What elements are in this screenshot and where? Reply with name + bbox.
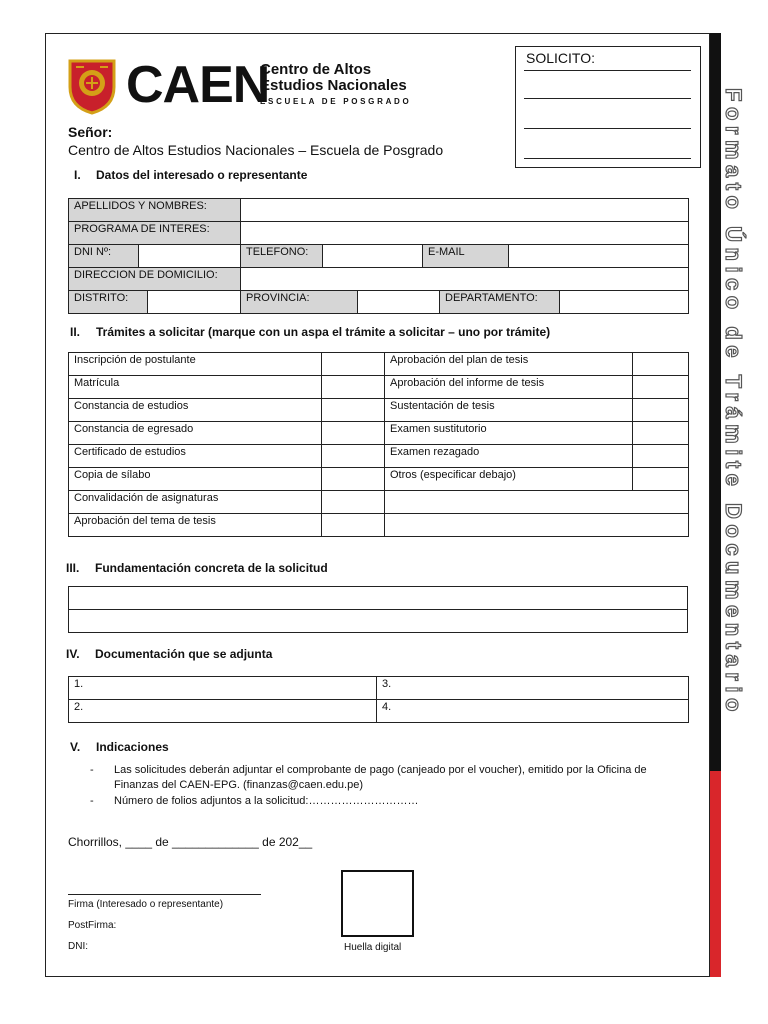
documento-field[interactable]: 4. [377,700,689,723]
apellidos-label: APELLIDOS Y NOMBRES: [69,199,241,222]
fingerprint-box[interactable] [341,870,414,937]
solicito-label: SOLICITO: [526,50,595,66]
bullet-dash: - [90,795,94,807]
salutation: Señor: [68,124,113,140]
tramite-checkbox[interactable] [322,376,385,399]
solicito-input-line[interactable] [524,128,691,129]
section-number: II. [70,325,81,339]
tramite-label: Aprobación del tema de tesis [69,514,322,537]
bullet-dash: - [90,764,94,776]
tramite-label: Sustentación de tesis [385,399,633,422]
fundamentacion-line[interactable] [69,587,688,610]
tramite-checkbox[interactable] [633,468,689,491]
section-number: I. [74,168,81,182]
documento-field[interactable]: 1. [69,677,377,700]
logo-subtitle-2: Estudios Nacionales [260,77,407,94]
direccion-input[interactable] [241,268,689,291]
caen-crest-icon [66,57,118,115]
otros-specify-field[interactable] [385,514,689,537]
email-label: E-MAIL [423,245,509,268]
email-input[interactable] [509,245,689,268]
recipient: Centro de Altos Estudios Nacionales – Escuela de Posgrado [68,142,444,158]
tramite-label: Constancia de estudios [69,399,322,422]
provincia-label: PROVINCIA: [241,291,358,314]
location-table [68,290,689,314]
section-4-title [66,647,272,661]
logo-subtitle-3: ESCUELA DE POSGRADO [260,97,412,106]
tramite-checkbox[interactable] [322,468,385,491]
dni-input[interactable] [139,245,241,268]
tramite-checkbox[interactable] [322,353,385,376]
provincia-input[interactable] [358,291,440,314]
tramite-label: Aprobación del plan de tesis [385,353,633,376]
tramite-label: Examen rezagado [385,445,633,468]
solicito-input-line[interactable] [524,98,691,99]
tramite-label: Matrícula [69,376,322,399]
section-1-title [74,168,307,182]
tramite-checkbox[interactable] [633,399,689,422]
fundamentacion-line[interactable] [69,610,688,633]
tramite-checkbox[interactable] [322,491,385,514]
distrito-input[interactable] [148,291,241,314]
telefono-label: TELEFONO: [241,245,323,268]
tramite-label: Otros (especificar debajo) [385,468,633,491]
tramite-checkbox[interactable] [322,445,385,468]
section-title-text: Trámites a solicitar (marque con un aspa el trámite a solicitar – uno por trámite) [96,325,551,339]
section-2-title [70,325,550,339]
side-stripe-red [710,771,721,977]
tramite-label: Convalidación de asignaturas [69,491,322,514]
tramite-checkbox[interactable] [633,376,689,399]
tramite-checkbox[interactable] [322,514,385,537]
signature-line[interactable] [68,894,261,895]
solicito-input-line[interactable] [524,158,691,159]
solicito-input-line[interactable] [524,70,691,71]
tramite-checkbox[interactable] [322,422,385,445]
telefono-input[interactable] [323,245,423,268]
indicacion-item-2 [90,794,690,809]
tramites-table [68,352,689,537]
indicacion-item-1-cont: Finanzas del CAEN-EPG. (finanzas@caen.edu.pe) [114,779,364,791]
tramite-label: Aprobación del informe de tesis [385,376,633,399]
indicacion-text: Número de folios adjuntos a la solicitud:………………………… [114,795,419,807]
section-number: V. [70,740,81,754]
programa-input[interactable] [241,222,689,245]
side-title: Formato Único de Trámite Documentario [721,88,746,717]
date-line: Chorrillos, ____ de _____________ de 202__ [68,835,313,849]
documento-field[interactable]: 2. [69,700,377,723]
indicacion-text: Las solicitudes deberán adjuntar el comprobante de pago (canjeado por el voucher), emitido por la Oficina de [114,764,647,776]
section-title-text: Documentación que se adjunta [95,647,273,661]
distrito-label: DISTRITO: [69,291,148,314]
logo-subtitle-1: Centro de Altos [260,61,372,78]
fundamentacion-table [68,586,688,633]
tramite-checkbox[interactable] [633,353,689,376]
tramite-label: Certificado de estudios [69,445,322,468]
tramite-checkbox[interactable] [322,399,385,422]
logo-wordmark: CAEN [126,56,270,114]
programa-label: PROGRAMA DE INTERES: [69,222,241,245]
section-3-title [66,561,328,575]
dni-footer-label: DNI: [68,941,88,952]
section-number: III. [66,561,80,575]
postfirma-label: PostFirma: [68,920,117,931]
section-title-text: Datos del interesado o representante [96,168,308,182]
section-title-text: Indicaciones [96,740,169,754]
firma-label: Firma (Interesado o representante) [68,899,224,910]
apellidos-input[interactable] [241,199,689,222]
side-stripe-black [710,33,721,771]
departamento-label: DEPARTAMENTO: [440,291,560,314]
documentacion-table [68,676,689,723]
tramite-label: Copia de sílabo [69,468,322,491]
documento-field[interactable]: 3. [377,677,689,700]
applicant-data-table [68,198,689,291]
direccion-label: DIRECCION DE DOMICILIO: [69,268,241,291]
fingerprint-label: Huella digital [344,942,402,953]
tramite-label: Examen sustitutorio [385,422,633,445]
dni-label: DNI Nº: [69,245,139,268]
indicacion-item-1 [90,763,690,778]
section-number: IV. [66,647,80,661]
tramite-label: Constancia de egresado [69,422,322,445]
otros-specify-field[interactable] [385,491,689,514]
section-5-title [70,740,169,754]
tramite-label: Inscripción de postulante [69,353,322,376]
tramite-checkbox[interactable] [633,445,689,468]
section-title-text: Fundamentación concreta de la solicitud [95,561,328,575]
tramite-checkbox[interactable] [633,422,689,445]
departamento-input[interactable] [560,291,689,314]
